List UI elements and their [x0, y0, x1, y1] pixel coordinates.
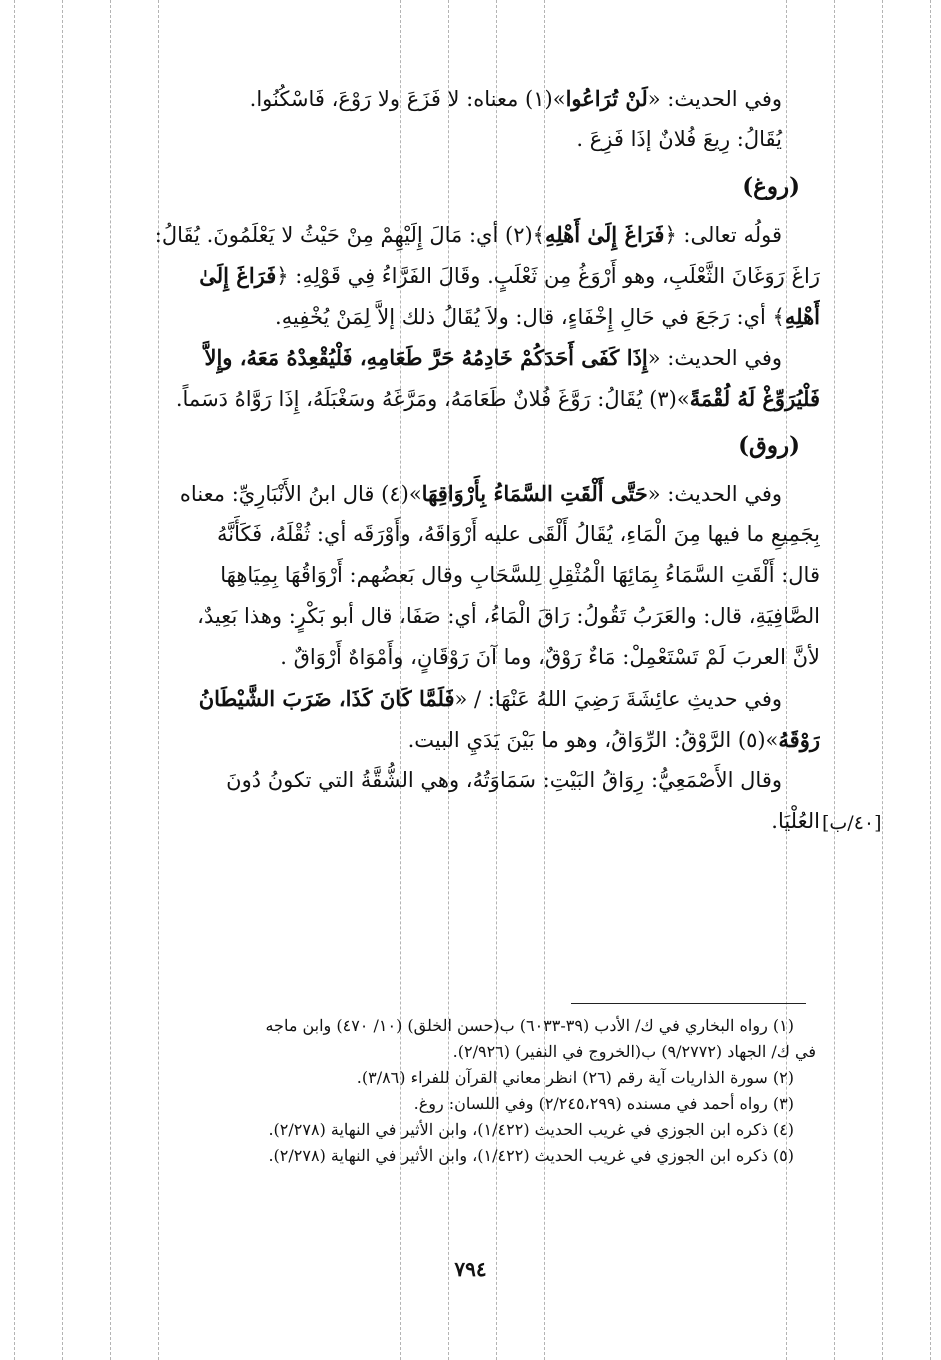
text-span: وفي حديثِ عائِشَةَ رَضِيَ اللهُ عَنْهَا: / «	[454, 687, 782, 711]
text-span: لأنَّ العربَ لَمْ تَسْتَعْمِلْ: مَاءٌ رَوْقٌ، وما آنَ رَوْقَانٍ، وأَمْوَاهٌ أَرْوَاقٌ .	[280, 645, 820, 669]
guide-line	[14, 0, 15, 1360]
guide-line	[882, 0, 883, 1360]
text-span: العُلْيَا.	[771, 809, 820, 833]
margin-folio-note: [٤٠/ب]	[822, 812, 882, 834]
text-line	[98, 78, 820, 119]
text-line	[98, 337, 820, 378]
text-line	[98, 555, 820, 596]
text-line	[98, 596, 820, 637]
text-span: قال: أَلْقَتِ السَّمَاءُ بِمَائِهَا الْمُثْقِلِ لِلسَّحَابِ وقال بَعضُهم: أَرْوَاقُهَا بِمِيَاهِهَا	[220, 563, 820, 587]
quoted-text: أَهْلِهِ	[784, 304, 820, 329]
text-span: وفي الحديث: «	[647, 87, 782, 111]
text-line	[98, 719, 820, 760]
footnote: (٣) رواه أحمد في مسنده (٢/٢٤٥،٢٩٩) وفي اللسان: روغ.	[413, 1094, 794, 1113]
text-line	[98, 214, 820, 255]
text-span: وفي الحديث: «	[647, 482, 782, 506]
quoted-text: فَرَاغَ إِلَىٰ أَهْلِهِ	[544, 222, 665, 247]
text-span: »(٤) قال ابنُ الأَنْبَارِيِّ: معناه	[179, 482, 422, 506]
text-line	[98, 801, 820, 842]
text-line	[98, 514, 820, 555]
footnote: (١) رواه البخاري في ك/ الأدب (٣٩-٦٠٣٣) ب(حسن الخلق) (١٠/ ٤٧٠) وابن ماجه	[265, 1016, 794, 1035]
quoted-text: لَنْ تُرَاعُوا	[565, 86, 648, 111]
section-heading: (روق)	[738, 432, 800, 459]
quoted-text: إِذَا كَفَى أَحَدَكُمْ خَادِمُهُ حَرَّ طَعَامِهِ، فَلْيُقْعِدْهُ مَعَهُ، وإِلاَّ	[204, 345, 648, 370]
guide-line	[62, 0, 63, 1360]
text-span: »(١) معناه: لا فَزَعَ ولا رَوْعَ، فَاسْكُنُوا.	[249, 87, 566, 111]
section-heading: (روغ)	[742, 173, 800, 200]
text-span: يُقَالُ: رِيعَ فُلانٌ إذَا فَزِعَ .	[576, 127, 782, 151]
text-line	[98, 296, 820, 337]
text-span: »(٥) الرَّوْقُ: الرِّوَاقُ، وهو ما بَيْنَ يَدَيِ البيت.	[407, 728, 779, 752]
text-span: الصَّافِيَةِ، قال: والعَرَبُ تَقُولُ: رَاقَ الْمَاءُ، أي: صَفَا، قال أبو بَكْرٍ: وهذا بَعِيدٌ،	[197, 604, 820, 628]
text-line	[98, 255, 820, 296]
footnote: (٢) سورة الذاريات آية رقم (٢٦) انظر معاني القرآن للفراء (٣/٨٦).	[356, 1068, 794, 1087]
footnote: في ك/ الجهاد (٩/٢٧٧٢) ب(الخروج في النفير) (٢/٩٢٦).	[452, 1042, 816, 1061]
text-span: ﴾ أي: رَجَعَ في حَالِ إِخْفَاءٍ، قال: ولاَ يُقَالُ ذلك إلاَّ لِمَنْ يُخْفِيهِ.	[275, 305, 785, 329]
page-number: ٧٩٤	[454, 1257, 487, 1281]
text-span: وقال الأَصْمَعِيُّ: رِوَاقُ البَيْتِ: سَمَاوَتُهُ، وهي الشُّقَّةُ التي تكونُ دُونَ	[226, 768, 782, 792]
footnote: (٥) ذكره ابن الجوزي في غريب الحديث (١/٤٢٢)، وابن الأثير في النهاية (٢/٢٧٨).	[268, 1146, 794, 1165]
footnotes	[96, 1013, 816, 1169]
quoted-text: فَلَمَّا كَانَ كَذَا، ضَرَبَ الشَّيْطَانُ	[198, 686, 455, 711]
text-line	[98, 678, 820, 719]
text-span: رَاغَ رَوَغَانَ الثَّعْلَبِ، وهو أَرْوَغُ مِن ثَعْلَبٍ. وقَالَ الفَرَّاءُ فِي قَوْلِهِ: ﴿	[276, 264, 820, 288]
quoted-text: رَوْقَهُ	[778, 727, 820, 752]
text-line	[98, 119, 820, 160]
text-span: ﴾(٢) أي: مَالَ إِلَيْهِمْ مِنْ حَيْثُ لا يَعْلَمُونَ. يُقَالُ:	[154, 223, 545, 247]
text-span: »(٣) يُقَالُ: رَوَّغَ فُلانٌ طَعَامَهُ، ومَرَّغَهُ وسَغْبَلَهُ، إِذَا رَوَّاهُ دَسَماً.	[175, 387, 690, 411]
footnote: (٤) ذكره ابن الجوزي في غريب الحديث (١/٤٢٢)، وابن الأثير في النهاية (٢/٢٧٨).	[268, 1120, 794, 1139]
text-span: وفي الحديث: «	[647, 346, 782, 370]
text-line	[98, 473, 820, 514]
main-text	[98, 78, 820, 842]
text-span: قولُه تعالى: ﴿	[664, 223, 782, 247]
guide-line	[834, 0, 835, 1360]
quoted-text: حَتَّى أَلْقَتِ السَّمَاءُ بِأَرْوَاقِهَا	[421, 481, 648, 506]
text-line	[98, 760, 820, 801]
guide-line	[930, 0, 931, 1360]
text-span: بِجَمِيعِ ما فيها مِنَ الْمَاءِ، يُقَالُ أَلْقَى عليه أَرْوَاقَهُ، وأَوْرَقَه أي: ثُقْلَهُ، فَكَأَنَّهُ	[216, 522, 820, 546]
quoted-text: فَلْيُرَوِّغْ لَهُ لُقْمَةً	[689, 386, 820, 411]
text-line	[98, 637, 820, 678]
text-line	[98, 378, 820, 419]
quoted-text: فَرَاغَ إِلَىٰ	[199, 263, 277, 288]
footnote-separator	[571, 1003, 806, 1004]
